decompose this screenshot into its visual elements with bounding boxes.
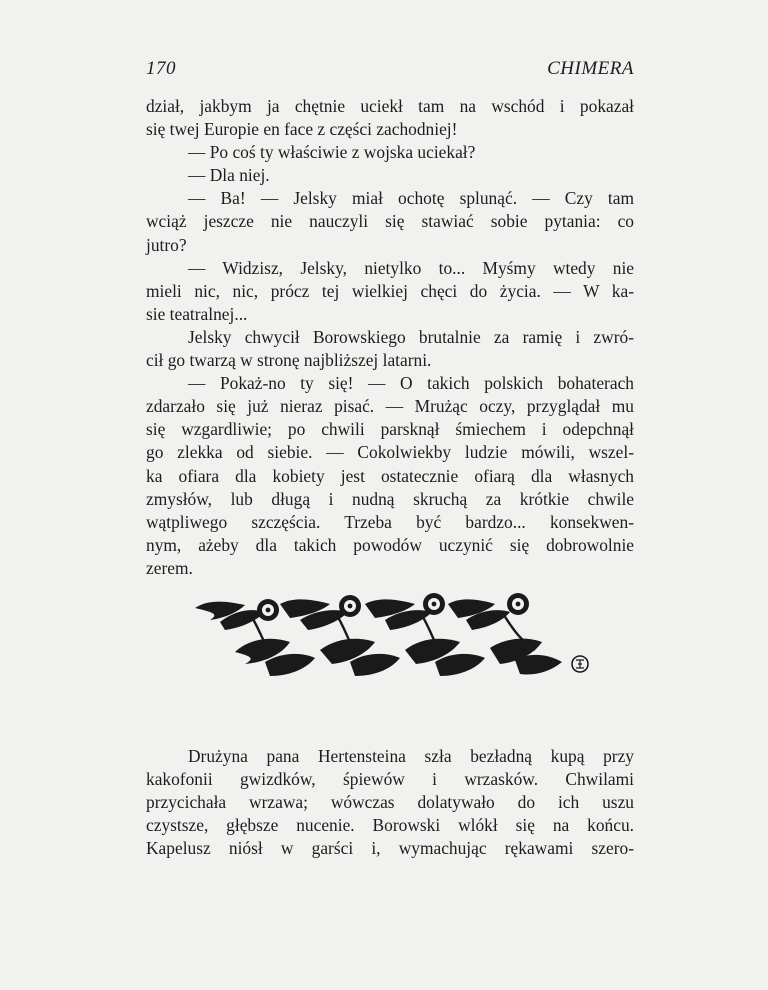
running-title: CHIMERA [547, 58, 634, 79]
text-line: — Pokaż-no ty się! — O takich polskich bohaterach [188, 373, 634, 394]
text-line: przycichała wrzawa; wówczas dolatywało do ich uszu [146, 792, 634, 813]
text-line: kakofonii gwizdków, śpiewów i wrzasków. Chwilami [146, 769, 634, 790]
text-line: wątpliwego szczęścia. Trzeba być bardzo... konsekwen- [146, 511, 634, 532]
text-line: zdarzało się już nieraz pisać. — Mrużąc oczy, przyglądał mu [146, 396, 634, 417]
text-line: — Ba! — Jelsky miał ochotę splunąć. — Czy tam [188, 188, 634, 209]
text-line: — Dla niej. [188, 165, 270, 186]
text-line: mieli nic, nic, prócz tej wielkiej chęci do życia. — W ka- [146, 280, 634, 301]
page-number: 170 [146, 58, 176, 79]
text-line: Jelsky chwycił Borowskiego brutalnie za ramię i zwró- [188, 326, 634, 347]
text-line: czystsze, głębsze nucenie. Borowski wlókł się na końcu. [146, 815, 634, 836]
floral-ornament-icon [190, 590, 590, 695]
text-line: jutro? [146, 234, 187, 255]
text-line: się twej Europie en face z części zachodniej! [146, 119, 458, 140]
text-line: dział, jakbym ja chętnie uciekł tam na wschód i pokazał [146, 96, 634, 116]
text-block-main [146, 95, 634, 580]
text-line: Kapelusz niósł w garści i, wymachując rękawami szero- [146, 838, 634, 859]
text-block-continuation [146, 745, 634, 860]
text-line: cił go twarzą w stronę najbliższej latarni. [146, 350, 432, 371]
text-line: się wzgardliwie; po chwili parsknął śmiechem i odepchnął [146, 419, 634, 440]
text-line: sie teatralnej... [146, 303, 248, 324]
running-header [146, 58, 634, 80]
text-line: — Po coś ty właściwie z wojska uciekał? [188, 142, 476, 163]
text-line: wciąż jeszcze nie nauczyli się stawiać sobie pytania: co [146, 211, 634, 232]
text-line: go zlekka od siebie. — Cokolwiekby ludzie mówili, wszel- [146, 442, 634, 463]
text-line: zmysłów, lub długą i nudną skruchą za krótkie chwile [146, 488, 634, 509]
text-line: ka ofiara dla kobiety jest ostatecznie ofiarą dla własnych [146, 465, 634, 486]
text-line: — Widzisz, Jelsky, nietylko to... Myśmy wtedy nie [188, 257, 634, 278]
text-line: nym, ażeby dla takich powodów uczynić się dobrowolnie [146, 534, 634, 555]
text-line: zerem. [146, 557, 193, 578]
text-line: Drużyna pana Hertensteina szła bezładną kupą przy [188, 746, 634, 766]
